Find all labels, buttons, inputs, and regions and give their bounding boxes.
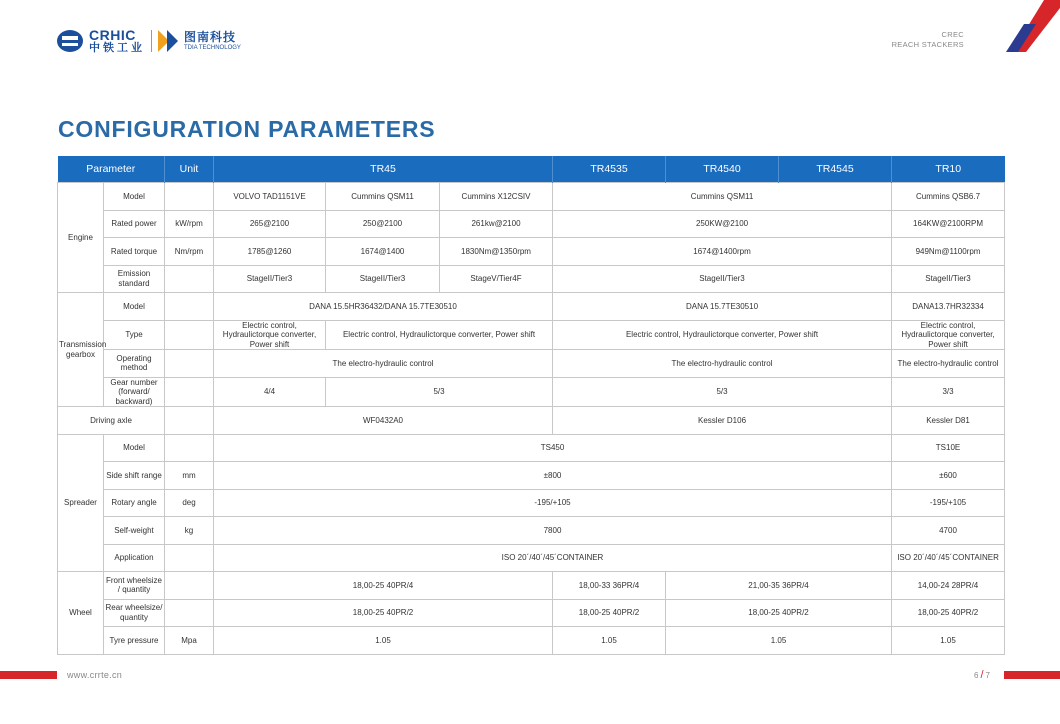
table-cell: -195/+105 [214,489,892,517]
table-cell: Kessler D81 [892,407,1005,435]
footer-accent-right [1004,671,1060,679]
table-cell: 18,00-25 40PR/2 [666,599,892,627]
table-cell: 1674@1400 [326,238,440,266]
table-cell: VOLVO TAD1151VE [214,183,326,211]
table-cell: DANA 15.5HR36432/DANA 15.7TE30510 [214,293,553,321]
table-cell: 1.05 [553,627,666,655]
table-cell: Cummins X12CSIV [440,183,553,211]
table-row [58,517,1005,545]
table-cell: StageII/Tier3 [326,265,440,293]
table-cell: 4700 [892,517,1005,545]
table-cell: -195/+105 [892,489,1005,517]
row-label: Model [104,434,165,462]
row-unit [165,350,214,378]
table-cell: 7800 [214,517,892,545]
table-cell: Electric control, Hydraulictorque converter, Power shift [326,320,553,350]
row-label: Model [104,183,165,211]
table-cell: StageII/Tier3 [892,265,1005,293]
table-cell: 14,00-24 28PR/4 [892,572,1005,600]
table-cell: 18,00-25 40PR/4 [214,572,553,600]
footer-accent-left [0,671,57,679]
row-unit [165,377,214,407]
table-cell: 1674@1400rpm [553,238,892,266]
row-unit [165,407,214,435]
table-cell: Cummins QSM11 [326,183,440,211]
table-row [58,599,1005,627]
table-cell: 18,00-33 36PR/4 [553,572,666,600]
row-label: Model [104,293,165,321]
brand-right-line2: REACH STACKERS [891,40,964,49]
table-cell: 250@2100 [326,210,440,238]
table-cell: 949Nm@1100rpm [892,238,1005,266]
table-cell: ISO 20´/40´/45´CONTAINER [214,544,892,572]
footer-url: www.crrte.cn [67,670,123,680]
table-cell: Cummins QSB6.7 [892,183,1005,211]
brand-right-line1: CREC [941,30,964,39]
table-cell: 1785@1260 [214,238,326,266]
table-cell: DANA13.7HR32334 [892,293,1005,321]
page-title: CONFIGURATION PARAMETERS [58,116,436,142]
row-unit [165,434,214,462]
row-label: Tyre pressure [104,627,165,655]
brand-right-label [892,30,964,50]
configuration-table [57,156,1005,655]
page-slash-icon: / [980,669,984,681]
table-cell: StageV/Tier4F [440,265,553,293]
table-row [58,489,1005,517]
table-row [58,627,1005,655]
row-unit [165,599,214,627]
group-wheel: Wheel [58,572,104,655]
header-parameter: Parameter [58,156,165,183]
header-tr45: TR45 [214,156,553,183]
row-unit [165,265,214,293]
table-cell: 261kw@2100 [440,210,553,238]
crhic-emblem-icon [57,30,83,52]
row-unit: Nm/rpm [165,238,214,266]
row-label: Rear wheelsize/ quantity [104,599,165,627]
partner-logo-en: TDIA TECHNOLOGY [184,45,241,51]
table-row [58,183,1005,211]
row-unit: mm [165,462,214,490]
row-unit [165,293,214,321]
table-cell: The electro-hydraulic control [214,350,553,378]
table-cell: 1830Nm@1350rpm [440,238,553,266]
page-current: 6 [974,671,979,680]
row-unit [165,183,214,211]
table-cell: 265@2100 [214,210,326,238]
row-unit: kW/rpm [165,210,214,238]
table-cell: 4/4 [214,377,326,407]
table-cell: TS10E [892,434,1005,462]
header-tr4535: TR4535 [553,156,666,183]
table-cell: 1.05 [666,627,892,655]
header-tr4545: TR4545 [779,156,892,183]
tdia-logo-icon [158,30,180,52]
row-unit [165,544,214,572]
table-cell: Kessler D106 [553,407,892,435]
table-cell: StageII/Tier3 [553,265,892,293]
header-tr10: TR10 [892,156,1005,183]
table-row [58,350,1005,378]
row-label: Self-weight [104,517,165,545]
table-row [58,377,1005,407]
table-cell: WF0432A0 [214,407,553,435]
table-cell: Electric control, Hydraulictorque converter, Power shift [214,320,326,350]
table-cell: 250KW@2100 [553,210,892,238]
table-cell: 5/3 [326,377,553,407]
table-cell: 21,00-35 36PR/4 [666,572,892,600]
table-row [58,293,1005,321]
row-unit: kg [165,517,214,545]
table-row [58,210,1005,238]
table-cell: 1.05 [214,627,553,655]
row-label: Emission standard [104,265,165,293]
table-cell: 164KW@2100RPM [892,210,1005,238]
table-row [58,544,1005,572]
table-row [58,238,1005,266]
header-tr4540: TR4540 [666,156,779,183]
table-cell: 18,00-25 40PR/2 [892,599,1005,627]
table-cell: The electro-hydraulic control [892,350,1005,378]
row-label: Driving axle [58,407,165,435]
crhic-logo-cn: 中铁工业 [89,42,145,54]
group-engine: Engine [58,183,104,293]
table-cell: Electric control, Hydraulictorque converter, Power shift [553,320,892,350]
table-row [58,434,1005,462]
table-cell: ±800 [214,462,892,490]
table-cell: 5/3 [553,377,892,407]
table-cell: 18,00-25 40PR/2 [214,599,553,627]
table-row [58,265,1005,293]
table-cell: The electro-hydraulic control [553,350,892,378]
table-cell: 18,00-25 40PR/2 [553,599,666,627]
row-unit: Mpa [165,627,214,655]
row-label: Operating method [104,350,165,378]
row-label: Type [104,320,165,350]
row-unit [165,572,214,600]
row-label: Rated power [104,210,165,238]
row-label: Application [104,544,165,572]
row-label: Gear number (forward/ backward) [104,377,165,407]
header-unit: Unit [165,156,214,183]
table-header-row [58,156,1005,183]
row-label: Front wheelsize / quantity [104,572,165,600]
logo-divider [151,30,152,52]
table-cell: StageII/Tier3 [214,265,326,293]
table-row [58,462,1005,490]
page-number [974,669,990,681]
table-cell: TS450 [214,434,892,462]
row-label: Rotary angle [104,489,165,517]
table-row [58,572,1005,600]
company-logo [57,28,241,54]
table-cell: Electric control, Hydraulictorque converter, Power shift [892,320,1005,350]
row-unit [165,320,214,350]
table-cell: Cummins QSM11 [553,183,892,211]
table-row [58,407,1005,435]
table-cell: ±600 [892,462,1005,490]
page-total: 7 [985,671,990,680]
corner-stripes-decoration [960,0,1060,56]
table-cell: 1.05 [892,627,1005,655]
row-unit: deg [165,489,214,517]
partner-logo-cn: 图南科技 [184,30,237,44]
table-cell: ISO 20´/40´/45´CONTAINER [892,544,1005,572]
row-label: Side shift range [104,462,165,490]
group-spreader: Spreader [58,434,104,572]
row-label: Rated torque [104,238,165,266]
table-cell: 3/3 [892,377,1005,407]
group-transmission: Transmission gearbox [58,293,104,407]
crhic-logo-text: CRHIC [89,27,136,43]
table-cell: DANA 15.7TE30510 [553,293,892,321]
table-row [58,320,1005,350]
